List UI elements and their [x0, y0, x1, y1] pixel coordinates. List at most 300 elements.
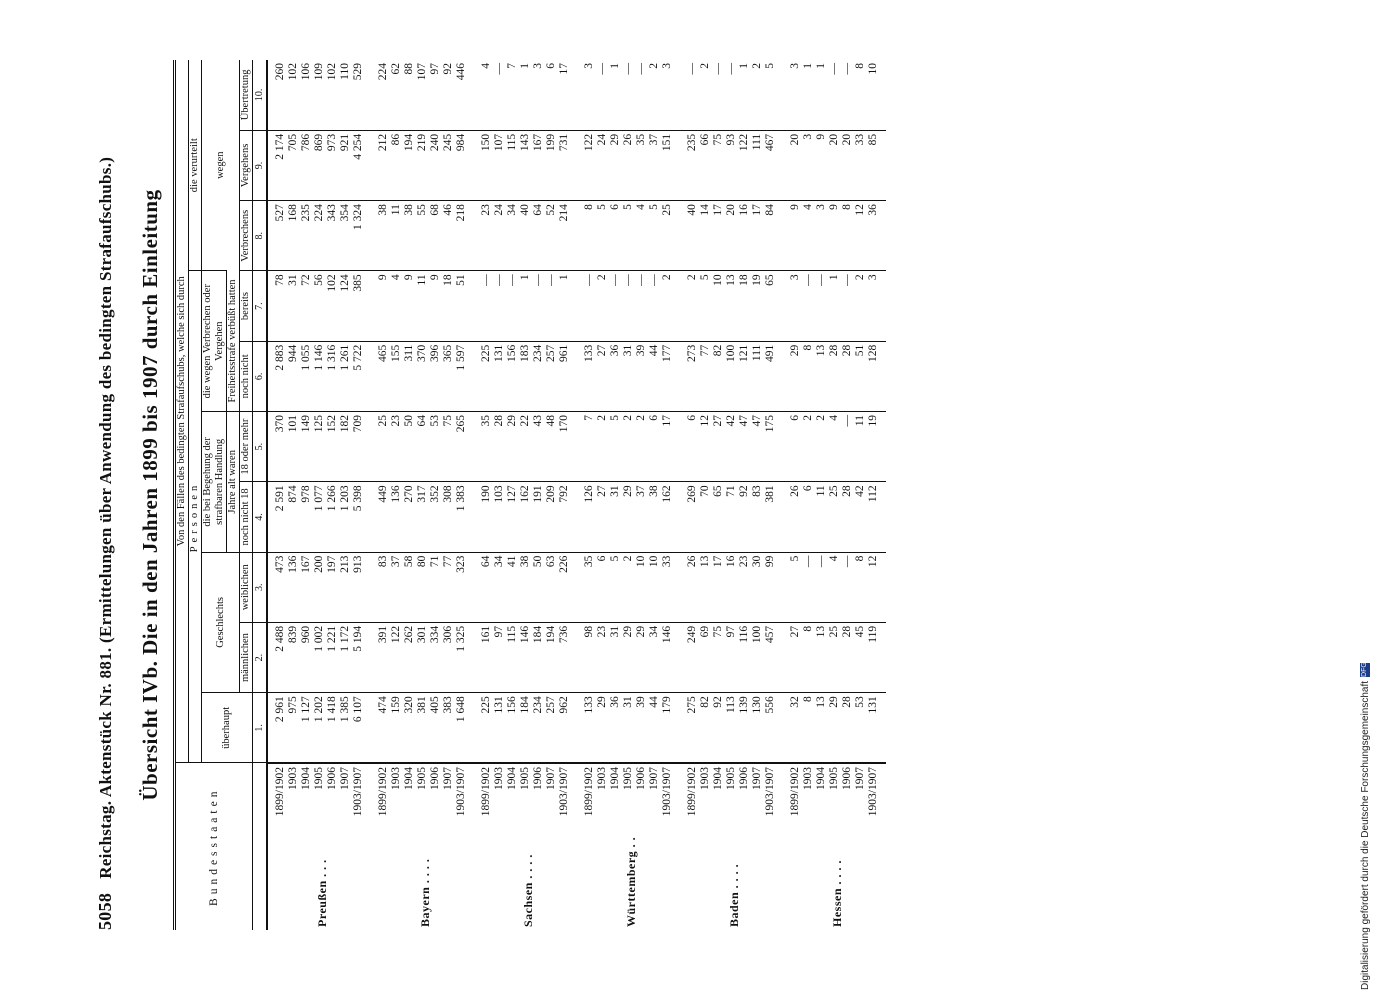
- value-cell: 48: [545, 412, 558, 482]
- value-cell: 8: [577, 201, 596, 271]
- value-cell: —: [493, 63, 505, 75]
- value-cell: 3: [783, 271, 802, 341]
- value-cell: —: [815, 271, 828, 341]
- value-cell: —: [828, 63, 840, 75]
- value-cell: —: [841, 271, 854, 341]
- year-cell: 1907: [442, 763, 455, 835]
- value-cell: —: [841, 552, 854, 622]
- value-cell: 29: [622, 482, 635, 552]
- value-cell: 33: [661, 552, 680, 622]
- header-group-top: Von den Fällen des bedingten Strafaufschubs, welche sich durch: [176, 60, 189, 763]
- value-cell: 225: [474, 341, 493, 411]
- state-name: Bayern . . . .: [418, 858, 432, 927]
- value-cell: 34: [506, 201, 519, 271]
- value-cell: 20: [783, 130, 802, 200]
- value-cell: —: [686, 63, 698, 75]
- value-cell: 18: [738, 271, 751, 341]
- value-cell: 77: [699, 341, 712, 411]
- year-cell: 1899/1902: [783, 763, 802, 835]
- value-cell: 190: [474, 482, 493, 552]
- value-cell: 9: [815, 130, 828, 200]
- value-cell: 2: [622, 552, 635, 622]
- value-cell: 68: [429, 201, 442, 271]
- value-cell: 308: [442, 482, 455, 552]
- value-cell: 143: [519, 130, 532, 200]
- value-cell: 12: [854, 201, 867, 271]
- state-name: Preußen . . .: [315, 859, 329, 927]
- table-row: [764, 60, 783, 930]
- value-cell: 36: [609, 693, 622, 763]
- value-cell: 126: [577, 482, 596, 552]
- value-cell: 9: [403, 271, 416, 341]
- value-cell: 69: [699, 622, 712, 692]
- value-cell: 27: [596, 482, 609, 552]
- value-cell: 975: [287, 693, 300, 763]
- value-cell: 921: [339, 130, 352, 200]
- value-cell: 225: [474, 693, 493, 763]
- value-cell: 5: [764, 63, 776, 69]
- value-cell: 2: [815, 412, 828, 482]
- column-number: 10.: [253, 60, 268, 130]
- value-cell: 11: [390, 201, 403, 271]
- value-cell: 792: [558, 482, 577, 552]
- value-cell: 6: [648, 412, 661, 482]
- value-cell: 22: [519, 412, 532, 482]
- value-cell: 385: [352, 271, 371, 341]
- value-cell: 97: [429, 63, 441, 75]
- value-cell: 474: [371, 693, 390, 763]
- value-cell: 1 172: [339, 622, 352, 692]
- value-cell: —: [841, 412, 854, 482]
- year-cell: 1907: [854, 763, 867, 835]
- value-cell: 2: [596, 271, 609, 341]
- value-cell: 961: [558, 341, 577, 411]
- year-cell: 1905: [725, 763, 738, 835]
- column-number: 5.: [253, 412, 268, 482]
- value-cell: 4: [802, 201, 815, 271]
- value-cell: 6: [783, 412, 802, 482]
- value-cell: 529: [352, 63, 364, 81]
- table-row: [738, 60, 751, 930]
- value-cell: 265: [455, 412, 474, 482]
- value-cell: 110: [339, 63, 351, 80]
- value-cell: 214: [558, 201, 577, 271]
- value-cell: 146: [519, 622, 532, 692]
- value-cell: 25: [828, 482, 841, 552]
- value-cell: 13: [815, 622, 828, 692]
- table-row: [474, 60, 493, 930]
- table-row: [300, 60, 313, 930]
- table-row: [352, 60, 371, 930]
- year-cell: 1905: [519, 763, 532, 835]
- value-cell: 44: [648, 341, 661, 411]
- value-cell: 28: [828, 341, 841, 411]
- value-cell: 92: [712, 693, 725, 763]
- value-cell: 5: [622, 201, 635, 271]
- value-cell: 45: [854, 622, 867, 692]
- header-total: überhaupt: [202, 693, 253, 763]
- value-cell: 199: [545, 130, 558, 200]
- value-cell: —: [622, 271, 635, 341]
- value-cell: 381: [764, 482, 783, 552]
- value-cell: 107: [416, 63, 428, 81]
- value-cell: 235: [300, 201, 313, 271]
- value-cell: 131: [867, 693, 886, 763]
- value-cell: 83: [371, 552, 390, 622]
- value-cell: 20: [828, 130, 841, 200]
- value-cell: 25: [371, 412, 390, 482]
- value-cell: 71: [429, 552, 442, 622]
- value-cell: 39: [635, 693, 648, 763]
- year-cell: 1907: [751, 763, 764, 835]
- value-cell: 6 107: [352, 693, 371, 763]
- header-crimes: Verbrechens: [240, 201, 253, 271]
- value-cell: 391: [371, 622, 390, 692]
- value-cell: 6: [680, 412, 699, 482]
- value-cell: 262: [403, 622, 416, 692]
- value-cell: 212: [371, 130, 390, 200]
- value-cell: —: [725, 63, 737, 75]
- value-cell: 25: [828, 622, 841, 692]
- year-cell: 1903: [802, 763, 815, 835]
- value-cell: 467: [764, 130, 783, 200]
- value-cell: 75: [712, 622, 725, 692]
- value-cell: 167: [300, 552, 313, 622]
- year-cell: 1899/1902: [371, 763, 390, 835]
- table-row: [699, 60, 712, 930]
- value-cell: 27: [783, 622, 802, 692]
- value-cell: 1 202: [313, 693, 326, 763]
- value-cell: 40: [680, 201, 699, 271]
- value-cell: 130: [751, 693, 764, 763]
- value-cell: 122: [390, 622, 403, 692]
- column-number: 2.: [253, 622, 268, 692]
- value-cell: 9: [828, 201, 841, 271]
- value-cell: 370: [416, 341, 429, 411]
- value-cell: 4: [828, 412, 841, 482]
- value-cell: 10: [867, 63, 879, 75]
- value-cell: 162: [661, 482, 680, 552]
- value-cell: 731: [558, 130, 577, 200]
- value-cell: 37: [635, 482, 648, 552]
- table-row: [558, 60, 577, 930]
- table-row: [267, 60, 287, 930]
- header-under18: noch nicht 18: [240, 482, 253, 552]
- value-cell: 46: [442, 201, 455, 271]
- table-row: [577, 60, 596, 930]
- value-cell: 23: [738, 552, 751, 622]
- header-over18: 18 oder mehr: [240, 412, 253, 482]
- year-cell: 1904: [300, 763, 313, 835]
- year-cell: 1907: [545, 763, 558, 835]
- page-content: [95, 60, 886, 930]
- value-cell: 28: [841, 482, 854, 552]
- table-row: [287, 60, 300, 930]
- value-cell: 100: [751, 622, 764, 692]
- value-cell: —: [802, 271, 815, 341]
- value-cell: 234: [532, 693, 545, 763]
- value-cell: 1 055: [300, 341, 313, 411]
- value-cell: 2 961: [267, 693, 287, 763]
- value-cell: 2: [648, 63, 660, 69]
- value-cell: 6: [596, 552, 609, 622]
- value-cell: 92: [738, 482, 751, 552]
- state-name: Sachsen . . . .: [521, 854, 535, 927]
- value-cell: 20: [725, 201, 738, 271]
- value-cell: 8: [854, 552, 867, 622]
- value-cell: 161: [474, 622, 493, 692]
- value-cell: 2: [699, 63, 711, 69]
- table-row: [429, 60, 442, 930]
- value-cell: 92: [442, 63, 454, 75]
- value-cell: 124: [339, 271, 352, 341]
- value-cell: 8: [854, 63, 866, 69]
- value-cell: 125: [313, 412, 326, 482]
- year-cell: 1903/1907: [558, 763, 577, 835]
- value-cell: 39: [635, 341, 648, 411]
- value-cell: 34: [493, 552, 506, 622]
- value-cell: —: [622, 63, 634, 75]
- value-cell: 320: [403, 693, 416, 763]
- value-cell: 260: [274, 63, 286, 81]
- credit-text: Digitalisierung gefördert durch die Deutsche Forschungsgemeinschaft: [1360, 680, 1371, 990]
- value-cell: 3: [661, 63, 673, 69]
- value-cell: 9: [371, 271, 390, 341]
- year-cell: 1904: [815, 763, 828, 835]
- year-cell: 1904: [403, 763, 416, 835]
- value-cell: 245: [442, 130, 455, 200]
- value-cell: 370: [267, 412, 287, 482]
- header-not-yet: noch nicht: [240, 341, 253, 411]
- value-cell: 1 324: [352, 201, 371, 271]
- value-cell: 64: [416, 412, 429, 482]
- value-cell: 343: [326, 201, 339, 271]
- header-sex: Geschlechts: [202, 552, 240, 693]
- value-cell: 82: [712, 341, 725, 411]
- value-cell: 240: [429, 130, 442, 200]
- value-cell: 1: [609, 63, 621, 69]
- value-cell: 30: [751, 552, 764, 622]
- header-persons: Personen: [189, 271, 202, 763]
- value-cell: 8: [802, 693, 815, 763]
- value-cell: 16: [738, 201, 751, 271]
- value-cell: 473: [267, 552, 287, 622]
- value-cell: 2: [854, 271, 867, 341]
- value-cell: 8: [802, 622, 815, 692]
- value-cell: 47: [751, 412, 764, 482]
- value-cell: 13: [725, 271, 738, 341]
- value-cell: 24: [596, 130, 609, 200]
- value-cell: 184: [519, 693, 532, 763]
- value-cell: 184: [532, 622, 545, 692]
- value-cell: 38: [371, 201, 390, 271]
- value-cell: 1 261: [339, 341, 352, 411]
- value-cell: 149: [300, 412, 313, 482]
- header-female: weiblichen: [240, 552, 253, 622]
- value-cell: 42: [725, 412, 738, 482]
- value-cell: 4: [390, 271, 403, 341]
- value-cell: 457: [764, 622, 783, 692]
- value-cell: 197: [326, 552, 339, 622]
- column-number: 4.: [253, 482, 268, 552]
- value-cell: 323: [455, 552, 474, 622]
- value-cell: 167: [532, 130, 545, 200]
- year-cell: 1899/1902: [680, 763, 699, 835]
- value-cell: 20: [841, 130, 854, 200]
- table-row: [493, 60, 506, 930]
- value-cell: 2 174: [267, 130, 287, 200]
- value-cell: 1: [815, 63, 827, 69]
- value-cell: 31: [622, 693, 635, 763]
- value-cell: 50: [403, 412, 416, 482]
- year-cell: 1905: [828, 763, 841, 835]
- value-cell: 9: [429, 271, 442, 341]
- table-row: [815, 60, 828, 930]
- value-cell: 209: [545, 482, 558, 552]
- value-cell: 122: [577, 130, 596, 200]
- value-cell: 224: [377, 63, 389, 81]
- table-row: [371, 60, 390, 930]
- value-cell: 115: [506, 622, 519, 692]
- header-male: männlichen: [240, 622, 253, 692]
- table-row: [867, 60, 886, 930]
- value-cell: 29: [828, 693, 841, 763]
- value-cell: 29: [596, 693, 609, 763]
- value-cell: 1: [519, 271, 532, 341]
- value-cell: 6: [609, 201, 622, 271]
- value-cell: 5 722: [352, 341, 371, 411]
- value-cell: 10: [712, 271, 725, 341]
- value-cell: 88: [403, 63, 415, 75]
- value-cell: 786: [300, 130, 313, 200]
- year-cell: 1905: [416, 763, 429, 835]
- value-cell: 383: [442, 693, 455, 763]
- value-cell: 219: [416, 130, 429, 200]
- year-cell: 1899/1902: [267, 763, 287, 835]
- value-cell: 35: [577, 552, 596, 622]
- value-cell: 170: [558, 412, 577, 482]
- value-cell: 25: [661, 201, 680, 271]
- value-cell: 1 266: [326, 482, 339, 552]
- value-cell: 1 325: [455, 622, 474, 692]
- value-cell: 465: [371, 341, 390, 411]
- value-cell: 5: [596, 201, 609, 271]
- table-row: [519, 60, 532, 930]
- year-cell: 1906: [326, 763, 339, 835]
- column-number: 6.: [253, 341, 268, 411]
- value-cell: 6: [802, 482, 815, 552]
- value-cell: 26: [622, 130, 635, 200]
- value-cell: 29: [635, 622, 648, 692]
- value-cell: 64: [474, 552, 493, 622]
- year-cell: 1907: [648, 763, 661, 835]
- value-cell: 53: [429, 412, 442, 482]
- value-cell: —: [596, 63, 608, 75]
- header-violation: Übertretung: [240, 60, 253, 130]
- value-cell: 26: [783, 482, 802, 552]
- table-row: [416, 60, 429, 930]
- year-cell: 1906: [532, 763, 545, 835]
- column-number: 1.: [253, 693, 268, 763]
- value-cell: 11: [815, 482, 828, 552]
- table-row: [339, 60, 352, 930]
- value-cell: 136: [390, 482, 403, 552]
- value-cell: 32: [783, 693, 802, 763]
- table-row: [506, 60, 519, 930]
- state-name: Baden . . . .: [727, 863, 741, 927]
- value-cell: 63: [545, 552, 558, 622]
- value-cell: 133: [577, 341, 596, 411]
- value-cell: 78: [267, 271, 287, 341]
- value-cell: —: [635, 63, 647, 75]
- value-cell: 405: [429, 693, 442, 763]
- value-cell: 27: [712, 412, 725, 482]
- value-cell: 111: [751, 341, 764, 411]
- value-cell: 100: [725, 341, 738, 411]
- header-offense: Vergehens: [240, 130, 253, 200]
- value-cell: 5: [609, 412, 622, 482]
- value-cell: 1: [828, 271, 841, 341]
- value-cell: 1 221: [326, 622, 339, 692]
- value-cell: 6: [545, 63, 557, 69]
- value-cell: 234: [532, 341, 545, 411]
- value-cell: 159: [390, 693, 403, 763]
- value-cell: 4 254: [352, 130, 371, 200]
- value-cell: 72: [300, 271, 313, 341]
- value-cell: 306: [442, 622, 455, 692]
- value-cell: —: [609, 271, 622, 341]
- value-cell: 152: [326, 412, 339, 482]
- year-cell: 1903/1907: [867, 763, 886, 835]
- value-cell: 65: [764, 271, 783, 341]
- header-numbers-spacer: [253, 763, 268, 930]
- value-cell: 17: [712, 201, 725, 271]
- table-row: [326, 60, 339, 930]
- value-cell: 122: [738, 130, 751, 200]
- table-row: [725, 60, 738, 930]
- value-cell: 51: [854, 341, 867, 411]
- value-cell: 13: [699, 552, 712, 622]
- value-cell: 64: [532, 201, 545, 271]
- value-cell: 28: [493, 412, 506, 482]
- value-cell: 28: [841, 622, 854, 692]
- value-cell: —: [545, 271, 558, 341]
- value-cell: 200: [313, 552, 326, 622]
- value-cell: 5: [609, 552, 622, 622]
- year-cell: 1903/1907: [764, 763, 783, 835]
- value-cell: 183: [519, 341, 532, 411]
- header-convicted: die verurteilt: [189, 60, 202, 271]
- value-cell: 37: [390, 552, 403, 622]
- value-cell: 396: [429, 341, 442, 411]
- value-cell: 249: [680, 622, 699, 692]
- value-cell: 53: [854, 693, 867, 763]
- table-row: [313, 60, 326, 930]
- column-number: 8.: [253, 201, 268, 271]
- value-cell: 156: [506, 341, 519, 411]
- value-cell: 107: [493, 130, 506, 200]
- running-title: Reichstag. Aktenstück Nr. 881. (Ermittelungen über Anwendung des bedingten Strafaufschubs.): [96, 156, 115, 879]
- value-cell: 2: [661, 271, 680, 341]
- header-age-group: die bei Begehung der strafbaren Handlung: [202, 412, 227, 553]
- value-cell: 446: [455, 63, 467, 81]
- value-cell: 1: [558, 271, 577, 341]
- value-cell: 973: [326, 130, 339, 200]
- value-cell: 127: [506, 482, 519, 552]
- table-row: [635, 60, 648, 930]
- value-cell: 257: [545, 341, 558, 411]
- value-cell: 874: [287, 482, 300, 552]
